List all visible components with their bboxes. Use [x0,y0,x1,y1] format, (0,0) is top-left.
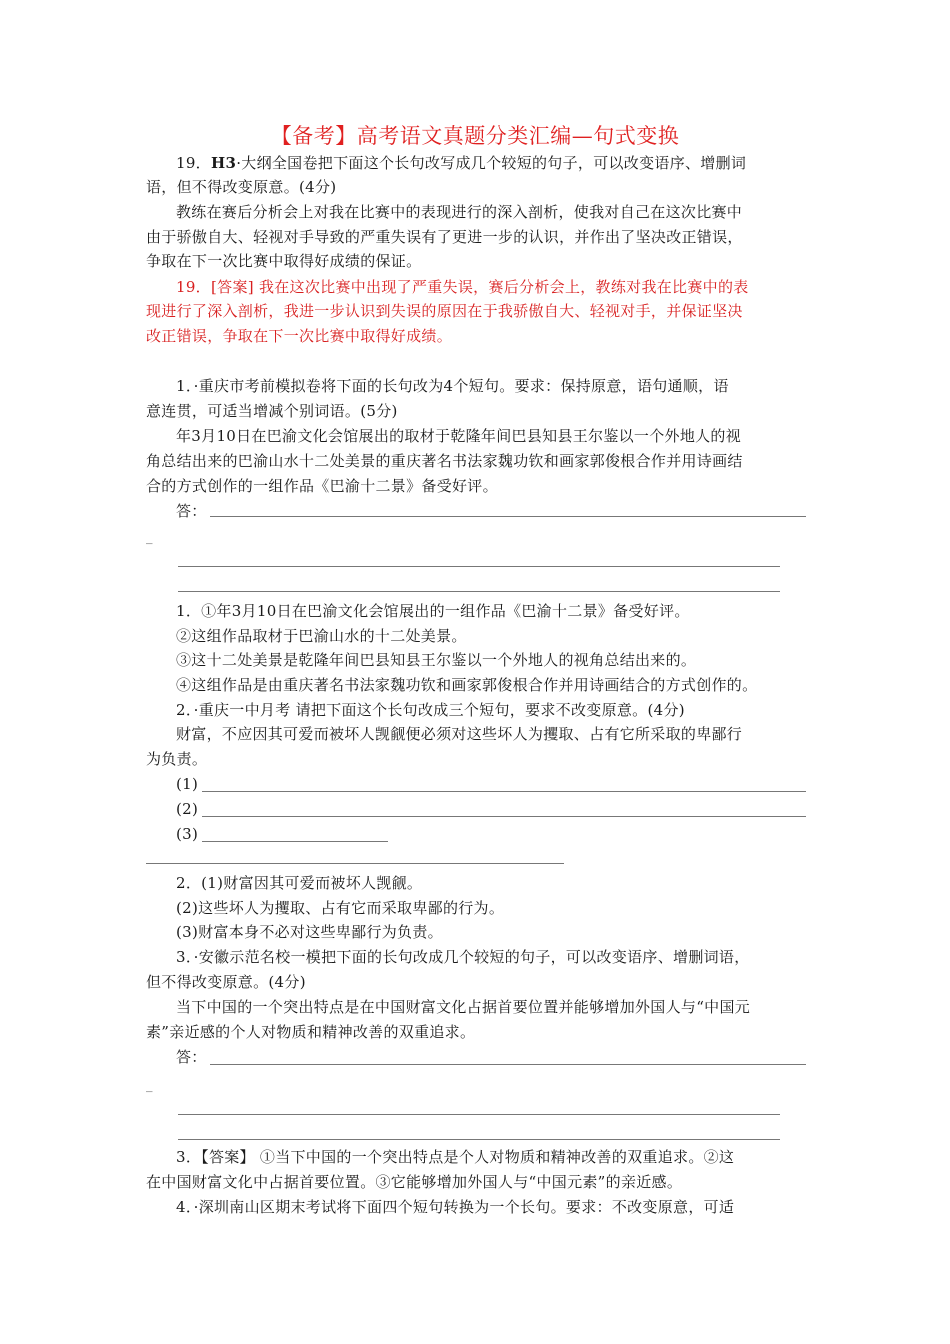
q3-answer-line-1[interactable] [210,1064,806,1065]
q1-answer-line4: ④这组作品是由重庆著名书法家魏功钦和画家郭俊根合作并用诗画结合的方式创作的。 [176,676,758,694]
q19-stem-text: ·大纲全国卷把下面这个长句改写成几个较短的句子，可以改变语序、增删词 [236,154,747,172]
q1-answer-dash: _ [146,530,153,545]
q2-blank1-line[interactable] [202,791,806,792]
q3-answer-line-3[interactable] [178,1139,780,1140]
q2-answer-line3: (3)财富本身不必对这些卑鄙行为负责。 [176,923,443,941]
q19-passage-line1: 教练在赛后分析会上对我在比赛中的表现进行的深入剖析，使我对自己在这次比赛中 [176,203,743,221]
q2-passage-line2: 为负责。 [146,750,208,768]
q2-answer-line2: (2)这些坏人为攫取、占有它而采取卑鄙的行为。 [176,899,505,917]
q3-answer-line2: 在中国财富文化中占据首要位置。③它能够增加外国人与“中国元素”的亲近感。 [146,1173,683,1191]
page-title: 【备考】高考语文真题分类汇编—句式变换 [270,124,680,148]
q19-stem-line1 [176,153,746,173]
q19-answer-line3: 改正错误，争取在下一次比赛中取得好成绩。 [146,327,453,345]
q1-answer-line-1[interactable] [210,516,806,517]
q1-answer-line2: ②这组作品取材于巴渝山水的十二处美景。 [176,627,467,645]
q19-answer-line1: 19．[答案] 我在这次比赛中出现了严重失误，赛后分析会上，教练对我在比赛中的表 [176,278,749,296]
q4-stem-line1: 4．·深圳南山区期末考试将下面四个短句转换为一个长句。要求：不改变原意，可适 [176,1198,735,1216]
q1-answer-line-3[interactable] [178,591,780,592]
q3-answer-line-2[interactable] [178,1114,780,1115]
q19-passage-line2: 由于骄傲自大、轻视对手导致的严重失误有了更进一步的认识，并作出了坚决改正错误， [146,228,743,246]
q2-blank3-line[interactable] [202,841,388,842]
q1-passage-line3: 合的方式创作的一组作品《巴渝十二景》备受好评。 [146,477,498,495]
q2-blank1-label: (1) [176,775,199,793]
q19-number: 19． [176,154,211,172]
q1-stem-line2: 意连贯，可适当增减个别词语。(5分) [146,402,398,420]
q2-blank2-label: (2) [176,800,199,818]
q19-stem-line2: 语，但不得改变原意。(4分) [146,178,337,196]
q2-blank2-line[interactable] [202,816,806,817]
q1-answer-label: 答： [176,502,207,520]
q3-answer-dash: _ [146,1078,153,1093]
q2-passage-line1: 财富，不应因其可爱而被坏人觊觎便必须对这些坏人为攫取、占有它所采取的卑鄙行 [176,725,743,743]
q3-stem-line1: 3．·安徽示范名校一模把下面的长句改成几个较短的句子，可以改变语序、增删词语， [176,948,750,966]
q3-stem-line2: 但不得改变原意。(4分) [146,973,306,991]
q3-answer-line1: 3．【答案】 ①当下中国的一个突出特点是个人对物质和精神改善的双重追求。②这 [176,1148,735,1166]
q2-blank3-label: (3) [176,825,199,843]
q1-answer-line3: ③这十二处美景是乾隆年间巴县知县王尔鉴以一个外地人的视角总结出来的。 [176,651,697,669]
q1-passage-line1: 年3月10日在巴渝文化会馆展出的取材于乾隆年间巴县知县王尔鉴以一个外地人的视 [176,427,742,445]
q2-stem-line1: 2．·重庆一中月考 请把下面这个长句改成三个短句，要求不改变原意。(4分) [176,701,685,719]
q1-answer-line1: 1．①年3月10日在巴渝文化会馆展出的一组作品《巴渝十二景》备受好评。 [176,602,690,620]
q19-tag: H3 [211,154,237,172]
q1-answer-line-2[interactable] [178,566,780,567]
q1-passage-line2: 角总结出来的巴渝山水十二处美景的重庆著名书法家魏功钦和画家郭俊根合作并用诗画结 [146,452,743,470]
q19-passage-line3: 争取在下一次比赛中取得好成绩的保证。 [146,252,422,270]
q19-answer-line2: 现进行了深入剖析，我进一步认识到失误的原因在于我骄傲自大、轻视对手，并保证坚决 [146,302,743,320]
q3-passage-line2: 素”亲近感的个人对物质和精神改善的双重追求。 [146,1023,476,1041]
q3-answer-label: 答： [176,1048,207,1066]
q2-answer-line1: 2．(1)财富因其可爱而被坏人觊觎。 [176,874,423,892]
q1-stem-line1: 1．·重庆市考前模拟卷将下面的长句改为4个短句。要求：保持原意，语句通顺，语 [176,377,729,395]
q3-passage-line1: 当下中国的一个突出特点是在中国财富文化占据首要位置并能够增加外国人与“中国元 [176,998,751,1016]
q2-blank3-continuation-line[interactable] [146,863,564,864]
